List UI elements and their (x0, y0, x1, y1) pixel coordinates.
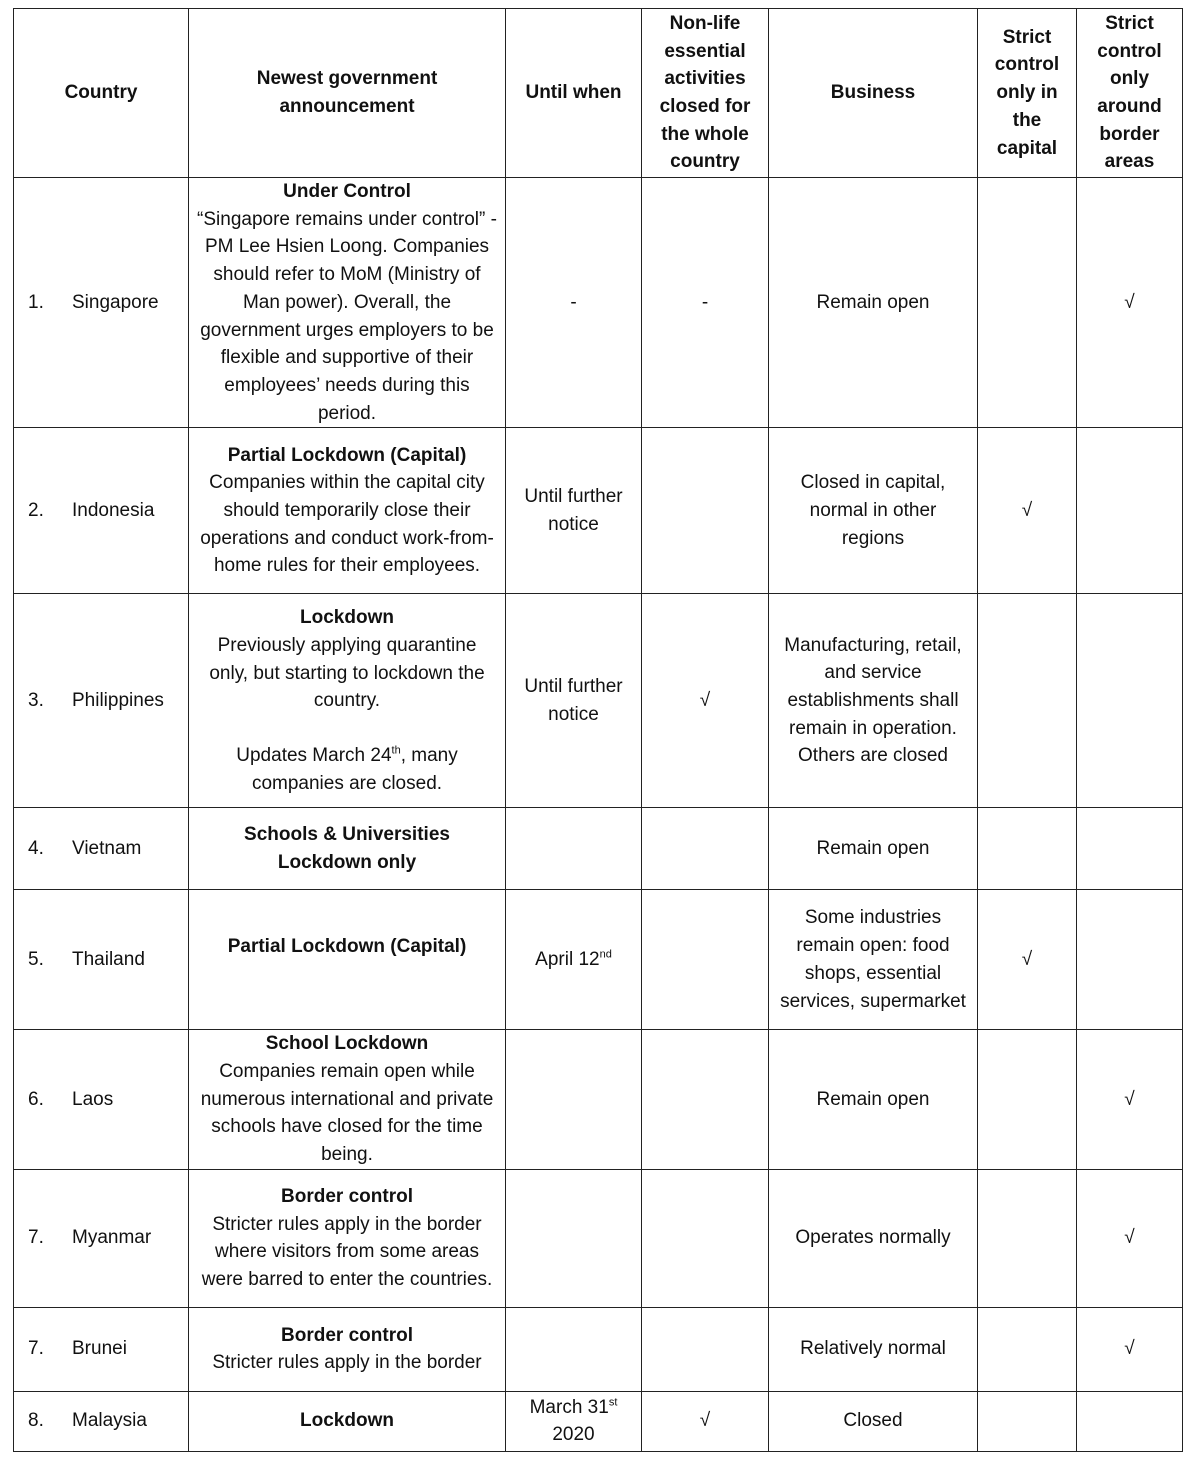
country-cell (14, 1391, 189, 1451)
capital-cell (978, 178, 1077, 428)
announcement-title: Border control (281, 1324, 413, 1346)
row-number: 6. (28, 1088, 44, 1110)
border-cell (1077, 890, 1183, 1030)
country-name: Malaysia (72, 1410, 147, 1432)
header-nonlife-closed: Non-life essential activities closed for the whole country (642, 9, 769, 178)
border-cell: √ (1077, 178, 1183, 428)
announcement-title: Schools & Universities Lockdown only (244, 824, 450, 873)
announcement-title: School Lockdown (265, 1033, 429, 1055)
row-number: 4. (28, 837, 44, 859)
until-cell (506, 890, 642, 1030)
announcement-cell (189, 1030, 506, 1170)
nonlife-cell: √ (642, 594, 769, 808)
announcement-title: Partial Lockdown (Capital) (227, 935, 467, 957)
country-cell (14, 428, 189, 594)
border-cell: √ (1077, 1307, 1183, 1391)
header-country: Country (14, 9, 189, 178)
country-cell (14, 594, 189, 808)
header-row (14, 9, 1183, 178)
country-name: Philippines (72, 689, 164, 711)
announcement-cell (189, 178, 506, 428)
business-cell: Remain open (769, 178, 978, 428)
until-cell (506, 808, 642, 890)
table-row (14, 808, 1183, 890)
country-name: Laos (72, 1088, 114, 1110)
business-cell: Some industries remain open: food shops, essential services, supermarket (769, 890, 978, 1030)
until-cell (506, 1307, 642, 1391)
country-cell (14, 1030, 189, 1170)
until-cell (506, 1391, 642, 1451)
until-year: 2020 (552, 1424, 595, 1446)
border-cell (1077, 428, 1183, 594)
business-cell: Relatively normal (769, 1307, 978, 1391)
until-cell (506, 1169, 642, 1307)
country-cell (14, 1169, 189, 1307)
row-number: 1. (28, 291, 44, 313)
announcement-text: Stricter rules apply in the border where visitors from some areas were barred to enter the countries. (201, 1213, 493, 1291)
border-cell: √ (1077, 1030, 1183, 1170)
table-row (14, 1030, 1183, 1170)
announcement-cell (189, 1169, 506, 1307)
table-row (14, 428, 1183, 594)
table-row (14, 178, 1183, 428)
capital-cell (978, 1391, 1077, 1451)
table-row (14, 1169, 1183, 1307)
table-row (14, 594, 1183, 808)
nonlife-cell: - (642, 178, 769, 428)
until-date-sup: nd (599, 948, 612, 961)
row-number: 7. (28, 1227, 44, 1249)
business-cell: Remain open (769, 808, 978, 890)
country-name: Vietnam (72, 837, 142, 859)
border-cell (1077, 808, 1183, 890)
row-number: 2. (28, 499, 44, 521)
update-text-sup: th (391, 744, 401, 757)
until-date: April 12 (535, 948, 600, 970)
announcement-text: Previously applying quarantine only, but starting to lockdown the country. (209, 634, 485, 712)
row-number: 5. (28, 948, 44, 970)
update-text-pre: Updates March 24 (236, 745, 392, 767)
capital-cell (978, 594, 1077, 808)
business-cell: Closed (769, 1391, 978, 1451)
header-capital-control: Strict control only in the capital (978, 9, 1077, 178)
nonlife-cell (642, 1307, 769, 1391)
nonlife-cell: √ (642, 1391, 769, 1451)
country-name: Brunei (72, 1338, 127, 1360)
announcement-cell (189, 808, 506, 890)
country-name: Indonesia (72, 499, 155, 521)
country-name: Thailand (72, 948, 145, 970)
capital-cell (978, 1307, 1077, 1391)
announcement-title: Under Control (283, 181, 411, 202)
country-name: Singapore (72, 291, 159, 313)
announcement-cell (189, 594, 506, 808)
until-date: March 31 (529, 1396, 609, 1418)
capital-cell (978, 1030, 1077, 1170)
business-cell: Remain open (769, 1030, 978, 1170)
border-cell: √ (1077, 1169, 1183, 1307)
announcement-text: Companies remain open while numerous international and private schools have closed for the time being. (200, 1061, 494, 1166)
country-cell (14, 178, 189, 428)
country-cell (14, 808, 189, 890)
announcement-title: Partial Lockdown (Capital) (227, 444, 467, 466)
country-name: Myanmar (72, 1227, 152, 1249)
lockdown-table (13, 8, 1183, 1452)
border-cell (1077, 594, 1183, 808)
table-row (14, 1391, 1183, 1451)
capital-cell: √ (978, 428, 1077, 594)
until-date-sup: st (608, 1396, 618, 1409)
until-cell: - (506, 178, 642, 428)
business-cell: Closed in capital, normal in other regions (769, 428, 978, 594)
announcement-text: Companies within the capital city should temporarily close their operations and conduct work-from-home rules for their employees. (200, 472, 494, 577)
announcement-text: “Singapore remains under control” -PM Lee Hsien Loong. Companies should refer to MoM (Ministry of Man power). Overall, the government urges employers to be flexible and supportive of their employees’ needs during this period. (197, 208, 497, 424)
row-number: 7. (28, 1338, 44, 1360)
row-number: 3. (28, 689, 44, 711)
country-cell (14, 1307, 189, 1391)
nonlife-cell (642, 428, 769, 594)
table-row (14, 890, 1183, 1030)
announcement-update (197, 742, 497, 797)
until-cell: Until further notice (506, 428, 642, 594)
announcement-title: Border control (281, 1185, 413, 1207)
announcement-title: Lockdown (300, 607, 394, 629)
until-cell: Until further notice (506, 594, 642, 808)
header-business: Business (769, 9, 978, 178)
border-cell (1077, 1391, 1183, 1451)
capital-cell (978, 1169, 1077, 1307)
announcement-cell (189, 428, 506, 594)
announcement-text: Stricter rules apply in the border (212, 1352, 482, 1374)
capital-cell: √ (978, 890, 1077, 1030)
announcement-cell (189, 890, 506, 1030)
nonlife-cell (642, 1169, 769, 1307)
nonlife-cell (642, 890, 769, 1030)
announcement-cell (189, 1307, 506, 1391)
announcement-cell (189, 1391, 506, 1451)
business-cell: Operates normally (769, 1169, 978, 1307)
until-cell (506, 1030, 642, 1170)
header-border-control: Strict control only around border areas (1077, 9, 1183, 178)
nonlife-cell (642, 1030, 769, 1170)
capital-cell (978, 808, 1077, 890)
row-number: 8. (28, 1410, 44, 1432)
header-announcement: Newest government announcement (189, 9, 506, 178)
business-cell: Manufacturing, retail, and service establishments shall remain in operation. Others are closed (769, 594, 978, 808)
update-text-post: , many companies are closed. (251, 745, 458, 794)
header-until-when: Until when (506, 9, 642, 178)
country-cell (14, 890, 189, 1030)
announcement-title: Lockdown (300, 1410, 394, 1432)
table-row (14, 1307, 1183, 1391)
nonlife-cell (642, 808, 769, 890)
